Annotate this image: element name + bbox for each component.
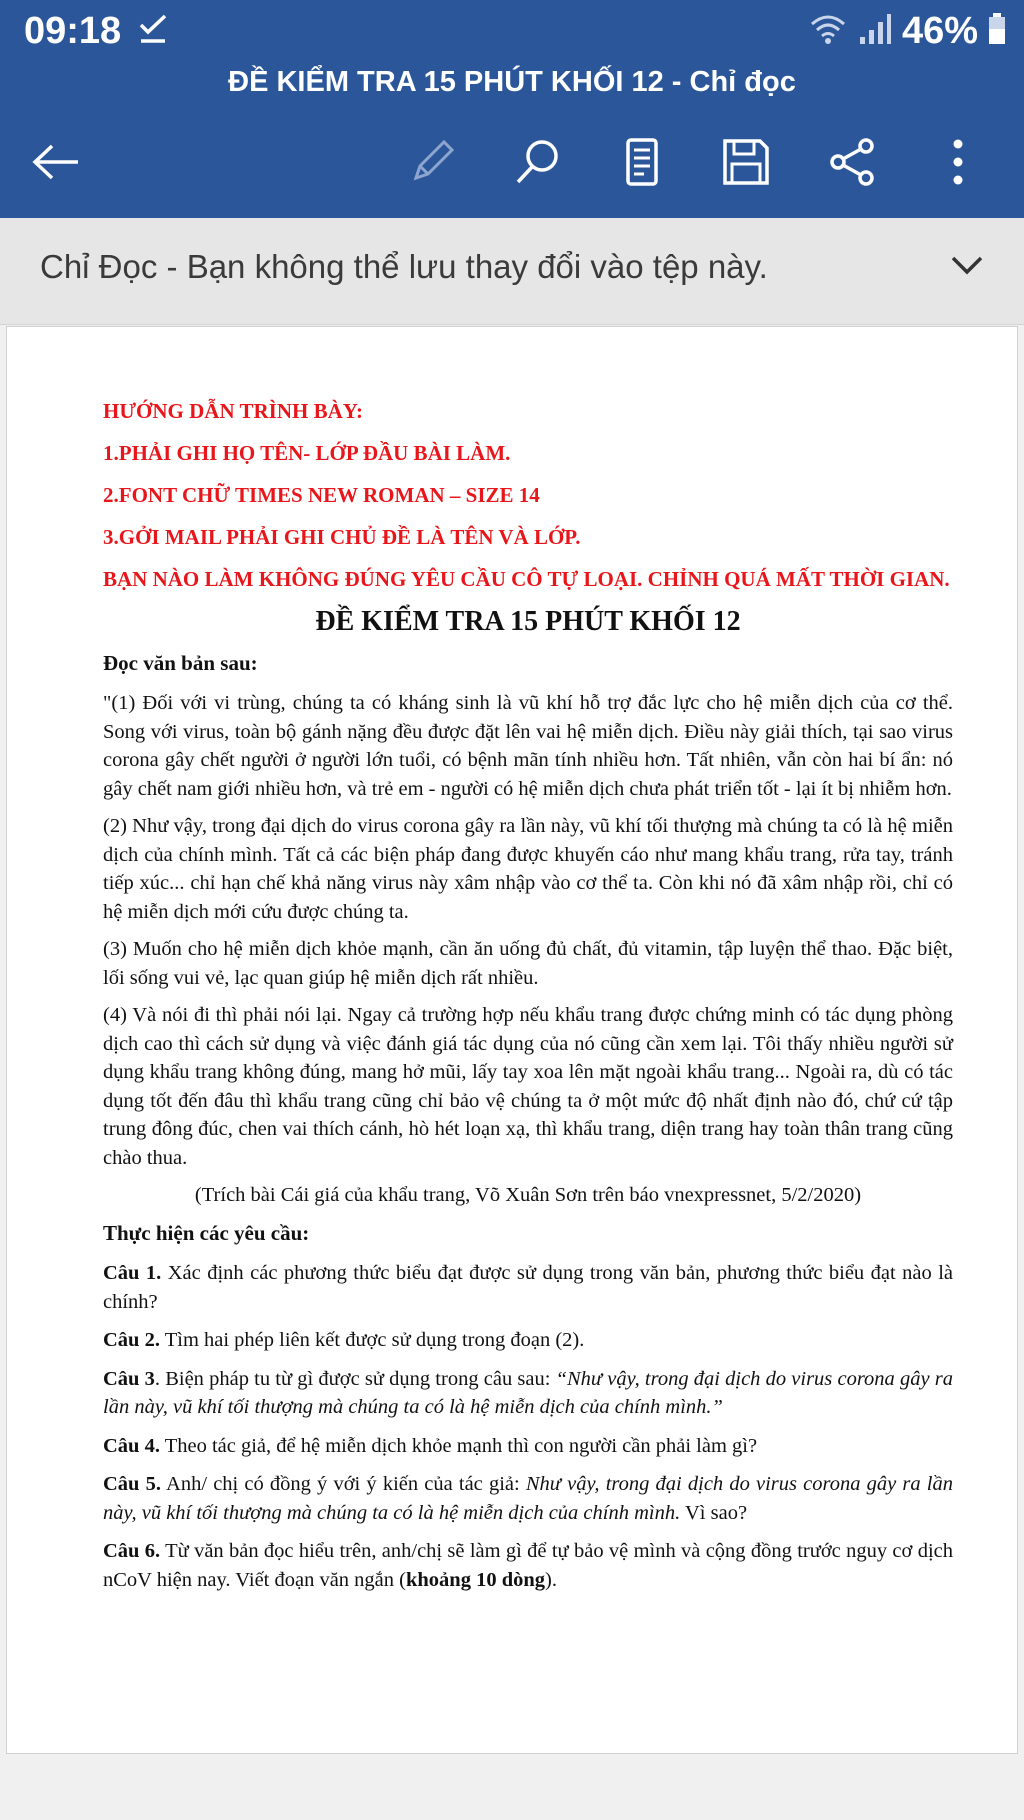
question-tail: ). [545, 1568, 557, 1591]
question-label: Câu 4. [103, 1434, 160, 1457]
status-time: 09:18 [24, 10, 122, 52]
question-text: Theo tác giả, để hệ miễn dịch khỏe mạnh thì con người cần phải làm gì? [159, 1434, 758, 1457]
question-emphasis: khoảng 10 dòng [406, 1568, 546, 1591]
question-text: Anh/ chị có đồng ý với ý kiến của tác giả: [161, 1473, 526, 1495]
read-label: Đọc văn bản sau: [103, 651, 258, 675]
more-icon[interactable] [930, 134, 986, 190]
status-right [808, 10, 1006, 53]
read-only-bar[interactable] [0, 218, 1024, 325]
question-2 [103, 1326, 953, 1355]
question-quote: “Như vậy, trong đại dịch do virus corona gây ra lần này, vũ khí tối thượng mà chúng ta có là hệ miễn dịch của chính mình.” [103, 1367, 953, 1418]
download-done-icon [138, 14, 168, 49]
instruction-line: 2.FONT CHỮ TIMES NEW ROMAN – SIZE 14 [103, 483, 540, 507]
instruction-line: 3.GỞI MAIL PHẢI GHI CHỦ ĐỀ LÀ TÊN VÀ LỚP. [103, 525, 581, 549]
instruction-line: BẠN NÀO LÀM KHÔNG ĐÚNG YÊU CẦU CÔ TỰ LOẠI. CHỈNH QUÁ MẤT THỜI GIAN. [103, 567, 950, 591]
battery-percent: 46% [901, 10, 978, 52]
app-bar [0, 0, 1024, 218]
question-text: . Biện pháp tu từ gì được sử dụng trong câu sau: [154, 1367, 556, 1390]
question-label: Câu 1. [103, 1262, 162, 1284]
document-title: ĐỀ KIỂM TRA 15 PHÚT KHỐI 12 - Chỉ đọc [228, 66, 796, 98]
passage-paragraph: (2) Như vậy, trong đại dịch do virus corona gây ra lần này, vũ khí tối thượng mà chúng ta có là hệ miễn dịch của chính mình. Tất cả các biện pháp đang được khuyến cáo như mang khẩu trang, rửa tay, tránh tiếp xúc... chỉ hạn chế khả năng virus này xâm nhập vào cơ thể ta. Còn khi nó đã xâm nhập rồi, chỉ có hệ miễn dịch mới cứu được chúng ta. [103, 815, 953, 923]
battery-icon [988, 13, 1006, 50]
chevron-down-icon[interactable] [950, 254, 984, 281]
tasks-label: Thực hiện các yêu cầu: [103, 1221, 310, 1245]
signal-icon [858, 13, 892, 50]
passage-source: (Trích bài Cái giá của khẩu trang, Võ Xuân Sơn trên báo vnexpressnet, 5/2/2020) [194, 1184, 862, 1206]
question-4 [103, 1432, 953, 1461]
share-icon[interactable] [824, 134, 880, 190]
search-icon[interactable] [510, 134, 566, 190]
question-label: Câu 5. [103, 1473, 161, 1495]
question-3 [103, 1365, 953, 1422]
instruction-line: 1.PHẢI GHI HỌ TÊN- LỚP ĐẦU BÀI LÀM. [103, 441, 511, 465]
question-text: Từ văn bản đọc hiểu trên, anh/chị sẽ làm gì để tự bảo vệ mình và cộng đồng trước nguy cơ dịch nCoV hiện nay. Viết đoạn văn ngắn ( [103, 1540, 953, 1591]
save-icon[interactable] [718, 134, 774, 190]
back-arrow-icon[interactable] [28, 134, 84, 190]
passage-paragraph: (3) Muốn cho hệ miễn dịch khỏe mạnh, cần ăn uống đủ chất, đủ vitamin, tập luyện thể thao. Đặc biệt, lối sống vui vẻ, lạc quan giúp hệ miễn dịch rất nhiều. [103, 938, 953, 989]
question-tail: Vì sao? [680, 1501, 748, 1524]
instructions-title: HƯỚNG DẪN TRÌNH BÀY: [103, 399, 363, 423]
question-1 [103, 1259, 953, 1316]
document-page[interactable] [6, 326, 1018, 1754]
question-5 [103, 1470, 953, 1527]
document-content [103, 397, 953, 1604]
question-label: Câu 2. [103, 1329, 160, 1351]
reading-view-icon[interactable] [614, 134, 670, 190]
question-quote: Như vậy, trong đại dịch do virus corona gây ra lần này, vũ khí tối thượng mà chúng ta có là hệ miễn dịch của chính mình. [103, 1473, 953, 1524]
question-label: Câu 3 [103, 1367, 155, 1390]
question-text: Tìm hai phép liên kết được sử dụng trong đoạn (2). [159, 1329, 585, 1351]
passage-paragraph: (4) Và nói đi thì phải nói lại. Ngay cả trường hợp nếu khẩu trang được chứng minh có tác dụng phòng dịch cao thì cách sử dụng và việc đánh giá tác dụng của nó cũng cần xem lại. Tôi thấy nhiều người sử dụng khẩu trang không đúng, mang hở mũi, lấy tay xoa lên mặt ngoài khẩu trang... Ngoài ra, dù có tác dụng tốt đến đâu thì khẩu trang cũng chỉ bảo vệ chúng ta ở một mức độ nhất định nào đó, chứ cứ tập trung đông đúc, chen vai thích cánh, hò hét loạn xạ, thì khẩu trang, diện trang hay toàn thân trang cũng chào thua. [103, 1004, 953, 1169]
read-only-message: Chỉ Đọc - Bạn không thể lưu thay đổi vào tệp này. [40, 248, 768, 285]
question-label: Câu 6. [103, 1540, 161, 1562]
passage-paragraph: "(1) Đối với vi trùng, chúng ta có kháng sinh là vũ khí hỗ trợ đắc lực cho hệ miễn dịch của cơ thể. Song với virus, toàn bộ gánh nặng đều được đặt lên vai hệ miễn dịch. Điều này giải thích, tại sao virus corona gây chết người ở người lớn tuổi, có bệnh mãn tính nhiều hơn. Tất nhiên, vẫn còn hai bí ẩn: nó gây chết nam giới nhiều hơn, và trẻ em - người có hệ miễn dịch chưa phát triển tốt - lại ít bị nhiễm hơn. [103, 692, 953, 800]
exam-heading: ĐỀ KIỂM TRA 15 PHÚT KHỐI 12 [315, 606, 741, 637]
question-text: Xác định các phương thức biểu đạt được sử dụng trong văn bản, phương thức biểu đạt nào là chính? [103, 1262, 953, 1313]
pencil-icon[interactable] [404, 134, 460, 190]
question-6 [103, 1537, 953, 1594]
wifi-icon [808, 12, 848, 51]
